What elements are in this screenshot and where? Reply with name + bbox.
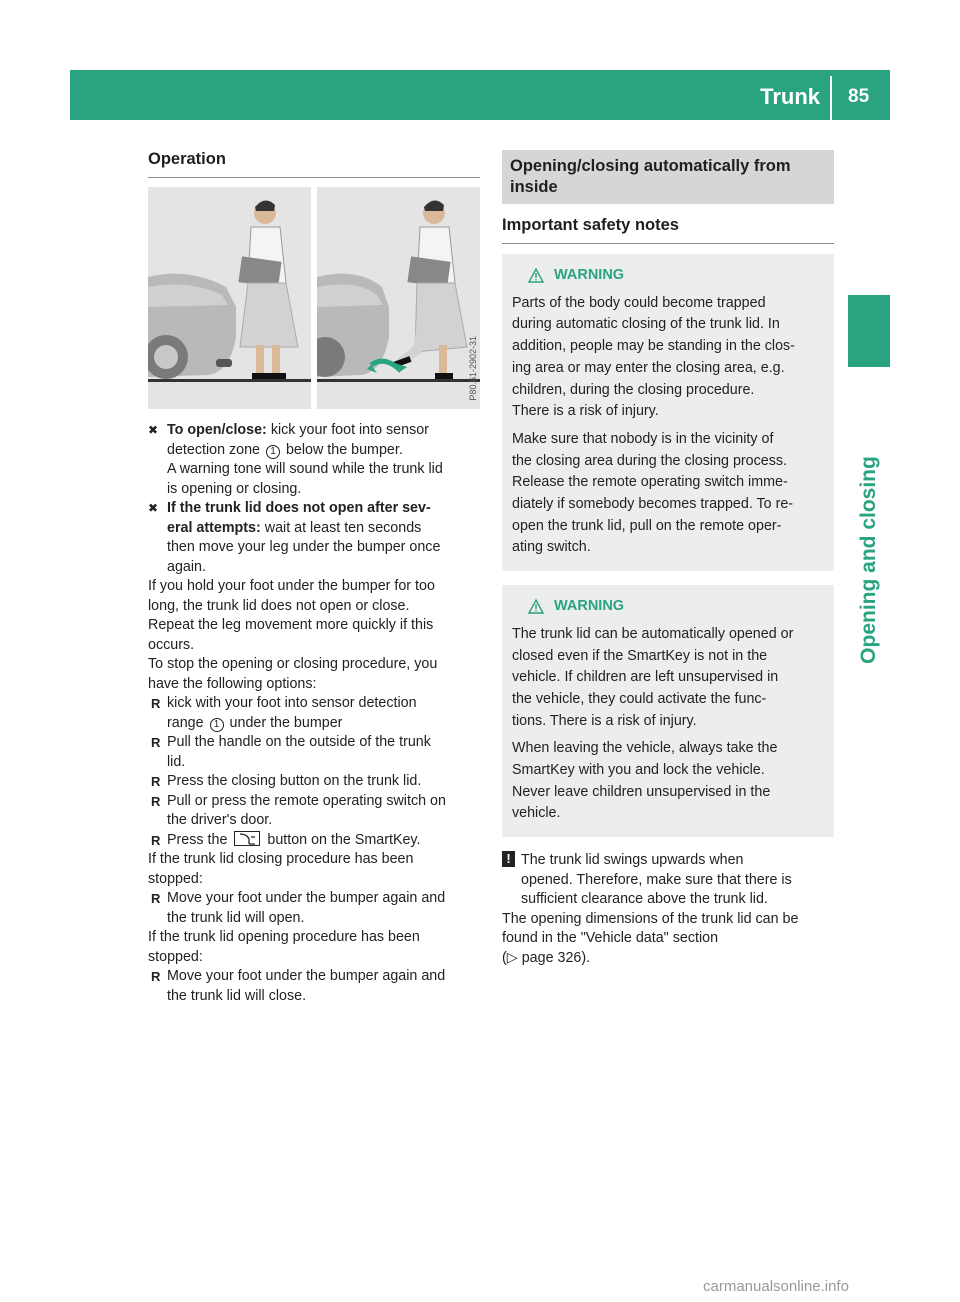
text-line: Make sure that nobody is in the vicinity of — [512, 430, 774, 447]
warning-paragraph — [512, 624, 824, 733]
watermark: carmanualsonline.info — [703, 1278, 849, 1295]
text-line: Move your foot under the bumper again and — [167, 890, 446, 906]
text-line: Move your foot under the bumper again and — [167, 968, 446, 984]
right-column — [502, 150, 834, 968]
operation-instructions — [148, 421, 480, 1006]
step-text: is opening or closing. — [167, 480, 302, 497]
illustration-panel-standing — [148, 187, 311, 409]
text-line: sufficient clearance above the trunk lid. — [521, 891, 768, 908]
warning-label: WARNING — [554, 267, 625, 283]
operation-illustration — [148, 187, 480, 409]
text-line: closed even if the SmartKey is not in the — [512, 647, 768, 664]
text-line: Press the closing button on the trunk lid. — [167, 773, 422, 789]
bullet-icon: R — [151, 696, 161, 711]
warning-paragraph — [512, 429, 824, 559]
paragraph — [502, 910, 834, 969]
list-item — [148, 831, 480, 851]
text-line: opened. Therefore, make sure that there is — [521, 871, 792, 888]
text-line: under the bumper — [229, 714, 343, 731]
warning-box — [502, 585, 834, 837]
step-text: below the bumper. — [285, 441, 403, 458]
list-item — [148, 889, 480, 928]
bullet-icon: R — [151, 774, 161, 789]
chapter-title: Trunk — [760, 84, 820, 109]
side-tab-marker — [848, 295, 890, 367]
step-text: wait at least ten seconds — [264, 519, 422, 536]
paragraph — [148, 928, 480, 967]
bullet-icon: R — [151, 793, 161, 809]
text-line: range — [167, 714, 204, 731]
text-line: There is a risk of injury. — [512, 403, 659, 420]
text-line: during automatic closing of the trunk lid. In — [512, 316, 780, 333]
illustration-panel-kicking — [317, 187, 480, 409]
step-text: then move your leg under the bumper once — [167, 539, 441, 555]
text-line: button on the SmartKey. — [267, 831, 421, 848]
heading-line: inside — [510, 178, 558, 196]
page-number: 85 — [848, 86, 870, 107]
text-line: The trunk lid swings upwards when — [521, 852, 744, 869]
warning-paragraph — [512, 293, 824, 423]
text-line: Repeat the leg movement more quickly if this — [148, 617, 434, 633]
callout-1-icon: 1 — [266, 445, 280, 459]
step-text: again. — [167, 558, 206, 575]
warning-triangle-icon — [528, 268, 544, 283]
list-item — [148, 772, 480, 792]
text-line: ating switch. — [512, 539, 591, 556]
text-line: Pull the handle on the outside of the trunk — [167, 734, 431, 750]
text-line: vehicle. If children are left unsupervised in — [512, 669, 779, 686]
warning-triangle-icon — [528, 599, 544, 614]
warning-title — [512, 596, 824, 618]
text-line: occurs. — [148, 636, 195, 653]
text-line: found in the "Vehicle data" section — [502, 930, 719, 947]
bullet-icon: R — [151, 891, 161, 906]
step-text: A warning tone will sound while the trunk lid — [167, 461, 443, 477]
step-arrow-icon: ✖ — [148, 423, 159, 437]
list-item — [148, 733, 480, 772]
warning-paragraph — [512, 738, 824, 825]
section-heading-automatic — [502, 150, 834, 204]
list-item — [148, 694, 480, 733]
text-line: Never leave children unsupervised in the — [512, 783, 771, 800]
text-line: the trunk lid will open. — [167, 909, 305, 926]
step-arrow-icon: ✖ — [148, 501, 159, 515]
text-line: Press the — [167, 831, 228, 848]
text-line: Release the remote operating switch imme- — [512, 474, 788, 491]
list-item — [148, 967, 480, 1006]
text-line: have the following options: — [148, 675, 317, 692]
text-line: Pull or press the remote operating switch on — [167, 792, 446, 809]
text-line: stopped: — [148, 948, 203, 965]
text-line: tions. There is a risk of injury. — [512, 712, 697, 729]
bullet-icon: R — [151, 735, 161, 750]
text-line: To stop the opening or closing procedure, you — [148, 656, 438, 672]
text-line: vehicle. — [512, 805, 561, 822]
text-line: When leaving the vehicle, always take the — [512, 740, 778, 757]
text-line: If the trunk lid opening procedure has been — [148, 929, 420, 945]
bullet-icon: R — [151, 832, 161, 848]
text-line: the trunk lid will close. — [167, 987, 307, 1004]
trunk-button-icon — [234, 831, 260, 846]
text-line: the vehicle, they could activate the func- — [512, 690, 767, 707]
text-line: the closing area during the closing process. — [512, 452, 787, 469]
side-tab-label: Opening and closing — [857, 456, 880, 664]
text-line: kick with your foot into sensor detection — [167, 695, 417, 711]
text-line: If the trunk lid closing procedure has been — [148, 851, 414, 867]
text-line: If you hold your foot under the bumper for too — [148, 578, 435, 594]
text-line: addition, people may be standing in the clos- — [512, 338, 795, 355]
person-kicking-under-bumper-icon — [317, 187, 480, 409]
text-line: Parts of the body could become trapped — [512, 294, 766, 311]
text-line: The trunk lid can be automatically opened or — [512, 625, 794, 642]
section-heading-operation: Operation — [148, 150, 480, 178]
step-text: kick your foot into sensor — [270, 422, 429, 438]
person-standing-behind-car-icon — [148, 187, 311, 409]
paragraph — [148, 655, 480, 694]
paragraph — [148, 850, 480, 889]
warning-label: WARNING — [554, 598, 625, 615]
left-column — [148, 150, 480, 1006]
step-label: To open/close: — [167, 422, 267, 438]
exclamation-icon: ! — [502, 851, 515, 867]
text-line: stopped: — [148, 870, 203, 887]
text-line: SmartKey with you and lock the vehicle. — [512, 762, 765, 779]
step-text: detection zone — [167, 441, 260, 458]
caution-note — [502, 851, 834, 910]
page-reference-link[interactable]: (▷ page 326). — [502, 949, 591, 966]
text-line: diately if somebody becomes trapped. To re- — [512, 496, 794, 513]
step-label: If the trunk lid does not open after sev- — [167, 500, 431, 516]
list-item — [148, 792, 480, 831]
step-open-close — [148, 421, 480, 499]
header-separator — [830, 76, 832, 120]
text-line: open the trunk lid, pull on the remote oper- — [512, 517, 782, 534]
heading-line: Opening/closing automatically from — [510, 157, 791, 175]
warning-title — [512, 265, 824, 287]
warning-box — [502, 254, 834, 571]
figure-code: P80.61-2902-31 — [468, 336, 478, 401]
text-line: ing area or may enter the closing area, e.g. — [512, 359, 785, 376]
text-line: the driver's door. — [167, 812, 273, 828]
step-label: eral attempts: — [167, 519, 261, 536]
text-line: long, the trunk lid does not open or close. — [148, 597, 410, 614]
paragraph — [148, 577, 480, 655]
bullet-icon: R — [151, 969, 161, 984]
subheading-safety-notes: Important safety notes — [502, 216, 834, 244]
text-line: lid. — [167, 753, 186, 770]
text-line: children, during the closing procedure. — [512, 381, 755, 398]
notes-section — [502, 851, 834, 968]
text-line: The opening dimensions of the trunk lid can be — [502, 910, 799, 927]
callout-1-icon: 1 — [210, 718, 224, 732]
step-retry — [148, 499, 480, 577]
